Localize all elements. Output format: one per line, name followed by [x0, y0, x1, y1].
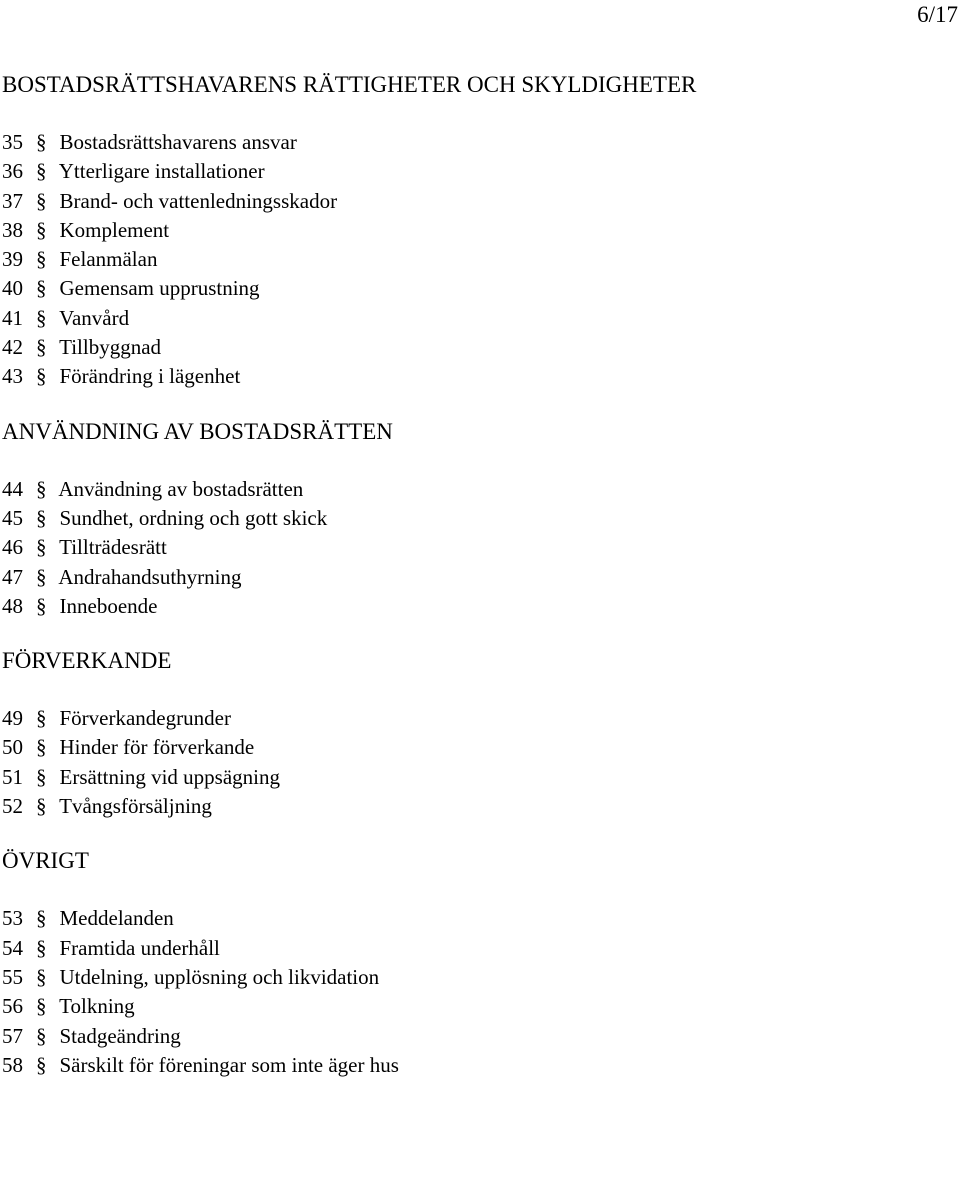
- entry-number: 58: [2, 1052, 23, 1077]
- toc-entry: [2, 274, 952, 303]
- toc-entry: [2, 157, 952, 186]
- entry-title: Förändring i lägenhet: [59, 364, 241, 389]
- entry-title: Felanmälan: [59, 247, 158, 272]
- entry-title: Andrahandsuthyrning: [58, 564, 242, 589]
- toc-entry: [2, 333, 952, 362]
- paragraph-sign: §: [36, 735, 47, 760]
- entry-number: 39: [2, 247, 23, 272]
- paragraph-sign: §: [36, 159, 47, 184]
- paragraph-sign: §: [36, 1023, 47, 1048]
- paragraph-sign: §: [36, 964, 47, 989]
- paragraph-sign: §: [36, 247, 47, 272]
- entry-number: 35: [2, 130, 23, 154]
- entry-title: Utdelning, upplösning och likvidation: [59, 964, 380, 989]
- toc-entry: [2, 504, 952, 533]
- toc-entry: [2, 1022, 952, 1051]
- toc-entry: [2, 992, 952, 1021]
- entry-number: 55: [2, 964, 23, 989]
- entry-title: Förverkandegrunder: [59, 706, 231, 731]
- section-other: [2, 846, 952, 1080]
- entry-number: 48: [2, 593, 23, 618]
- paragraph-sign: §: [36, 706, 47, 731]
- entry-number: 51: [2, 764, 23, 789]
- paragraph-sign: §: [36, 505, 47, 530]
- paragraph-sign: §: [36, 535, 47, 560]
- entry-number: 43: [2, 364, 23, 389]
- paragraph-sign: §: [36, 276, 47, 301]
- toc-entry: [2, 187, 952, 216]
- entry-title: Hinder för förverkande: [59, 735, 255, 760]
- toc-entry: [2, 763, 952, 792]
- toc-entry: [2, 362, 952, 391]
- toc-entry: [2, 934, 952, 963]
- paragraph-sign: §: [36, 130, 47, 154]
- entry-title: Tvångsförsäljning: [59, 794, 212, 819]
- paragraph-sign: §: [36, 364, 47, 389]
- entry-number: 49: [2, 706, 23, 731]
- toc-entry: [2, 1051, 952, 1080]
- entry-title: Särskilt för föreningar som inte äger hus: [59, 1052, 399, 1077]
- entry-number: 41: [2, 305, 23, 330]
- entry-number: 57: [2, 1023, 23, 1048]
- toc-entry: [2, 904, 952, 933]
- toc-entry: [2, 963, 952, 992]
- entry-number: 54: [2, 935, 23, 960]
- entry-number: 50: [2, 735, 23, 760]
- paragraph-sign: §: [36, 593, 47, 618]
- entry-title: Sundhet, ordning och gott skick: [59, 505, 328, 530]
- entry-title: Ersättning vid uppsägning: [59, 764, 280, 789]
- entry-title: Ytterligare installationer: [58, 159, 265, 184]
- entry-title: Meddelanden: [59, 906, 174, 931]
- section-forfeiture: [2, 646, 952, 821]
- toc-entry: [2, 704, 952, 733]
- paragraph-sign: §: [36, 217, 47, 242]
- section-heading: FÖRVERKANDE: [2, 648, 172, 674]
- entry-title: Gemensam upprustning: [59, 276, 260, 301]
- paragraph-sign: §: [36, 564, 47, 589]
- paragraph-sign: §: [36, 335, 47, 360]
- toc-entry: [2, 475, 952, 504]
- toc-entry: [2, 216, 952, 245]
- entry-number: 38: [2, 217, 23, 242]
- toc-entry: [2, 245, 952, 274]
- paragraph-sign: §: [36, 305, 47, 330]
- section-use-of-apartment: [2, 417, 952, 621]
- page-number: 6/17: [917, 2, 958, 27]
- toc-entry: [2, 792, 952, 821]
- toc-entry: [2, 533, 952, 562]
- entry-title: Användning av bostadsrätten: [58, 476, 304, 501]
- entry-number: 42: [2, 335, 23, 360]
- paragraph-sign: §: [36, 764, 47, 789]
- toc-entry: [2, 592, 952, 621]
- toc-entry: [2, 304, 952, 333]
- paragraph-sign: §: [36, 906, 47, 931]
- entry-title: Bostadsrättshavarens ansvar: [59, 130, 297, 154]
- entry-number: 53: [2, 906, 23, 931]
- paragraph-sign: §: [36, 188, 47, 213]
- entry-title: Komplement: [59, 217, 170, 242]
- entry-number: 36: [2, 159, 23, 184]
- entry-title: Brand- och vattenledningsskador: [59, 188, 338, 213]
- entry-title: Stadgeändring: [59, 1023, 181, 1048]
- toc-entry: [2, 733, 952, 762]
- toc-entry: [2, 563, 952, 592]
- entry-number: 56: [2, 994, 23, 1019]
- entry-title: Tillbyggnad: [59, 335, 162, 360]
- entry-number: 40: [2, 276, 23, 301]
- section-rights-and-obligations: [2, 70, 952, 392]
- entry-number: 52: [2, 794, 23, 819]
- entry-title: Tillträdesrätt: [59, 535, 167, 560]
- entry-number: 45: [2, 505, 23, 530]
- paragraph-sign: §: [36, 935, 47, 960]
- section-heading: ANVÄNDNING AV BOSTADSRÄTTEN: [2, 418, 393, 444]
- paragraph-sign: §: [36, 794, 47, 819]
- section-heading: ÖVRIGT: [2, 848, 89, 874]
- paragraph-sign: §: [36, 1052, 47, 1077]
- table-of-contents: [2, 70, 952, 1105]
- toc-entry: [2, 128, 952, 157]
- entry-number: 37: [2, 188, 23, 213]
- entry-number: 46: [2, 535, 23, 560]
- entry-title: Tolkning: [59, 994, 135, 1019]
- entry-title: Framtida underhåll: [59, 935, 220, 960]
- entry-title: Inneboende: [59, 593, 158, 618]
- entry-number: 47: [2, 564, 23, 589]
- section-heading: BOSTADSRÄTTSHAVARENS RÄTTIGHETER OCH SKYLDIGHETER: [2, 72, 697, 97]
- entry-number: 44: [2, 476, 23, 501]
- paragraph-sign: §: [36, 994, 47, 1019]
- paragraph-sign: §: [36, 476, 47, 501]
- entry-title: Vanvård: [59, 305, 130, 330]
